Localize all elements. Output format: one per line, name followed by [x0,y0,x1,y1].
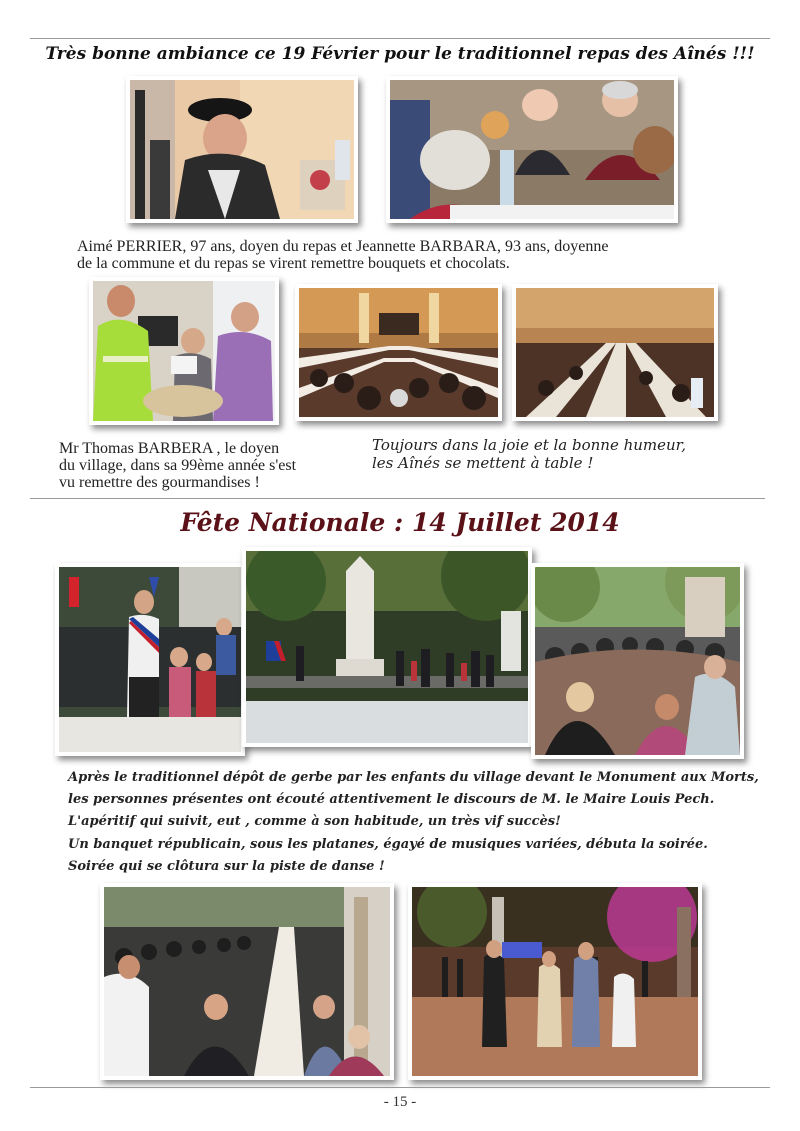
july-text-line3: L'apéritif qui suivit, eut , comme à son habitude, un très vif succès! [68,814,561,829]
photo-banquet-hall-1 [295,284,502,421]
caption-barbera-line3: vu remettre des gourmandises ! [59,474,260,491]
photo-monument-ceremony [55,563,245,756]
photo-republican-banquet [100,883,394,1080]
caption-ainees-line1: Toujours dans la joie et la bonne humeur, [372,436,686,454]
july-text-line4: Un banquet républicain, sous les platanes, égayé de musiques variées, débuta la soirée. [68,837,708,852]
page-number: - 15 - [383,1094,417,1110]
photo-aime-perrier [126,76,358,223]
july-text-line1: Après le traditionnel dépôt de gerbe par les enfants du village devant le Monument aux Morts, [68,770,759,785]
july-text-line5: Soirée qui se clôtura sur la piste de danse ! [68,859,385,874]
caption-perrier-line2: de la commune et du repas se virent remettre bouquets et chocolats. [77,255,510,272]
photo-elderly-ladies [386,76,678,223]
photo-thomas-barbera [89,277,279,425]
photo-banquet-hall-2 [512,284,718,421]
section2-title: Fête Nationale : 14 Juillet 2014 [180,508,620,537]
section1-title: Très bonne ambiance ce 19 Février pour le traditionnel repas des Aînés !!! [45,44,755,64]
photo-dance-floor [408,883,702,1080]
caption-barbera-line2: du village, dans sa 99ème année s'est [59,457,297,474]
july-text-line2: les personnes présentes ont écouté attentivement le discours de M. le Maire Louis Pech. [68,792,715,807]
caption-barbera-line1: Mr Thomas BARBERA , le doyen [59,440,280,457]
caption-perrier-line1: Aimé PERRIER, 97 ans, doyen du repas et Jeannette BARBARA, 93 ans, doyenne [77,238,609,255]
caption-ainees-line2: les Aînés se mettent à table ! [372,454,594,472]
photo-aperitif-crowd [531,563,744,759]
section-divider [30,498,765,499]
top-rule [30,38,770,39]
bottom-rule [30,1087,770,1088]
photo-war-memorial [242,547,532,747]
